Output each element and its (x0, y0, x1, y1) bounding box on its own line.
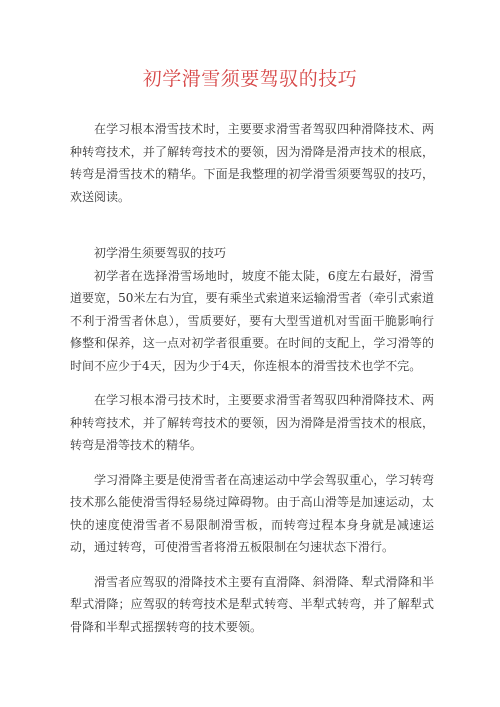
section-heading: 初学滑生须要驾驭的技巧 (94, 246, 227, 260)
document-title: 初学滑雪须要驾驭的技巧 (142, 68, 358, 90)
body-paragraph: 学习滑降主要是使滑雪者在高速运动中学会驾驭重心，学习转弯技术那么能使滑雪得轻易绕过障碍物。由于高山滑等是加速运动，太快的速度使滑雪者不易限制滑雪板，而转弯过程本身身就是减速运动，通过转弯，可使滑雪者将滑五板限制在匀速状态下滑行。 (70, 472, 434, 554)
document-body (70, 118, 434, 650)
body-paragraph: 在学习根本滑弓技术时，主要要求滑雪者驾驭四种滑降技术、两种转弯技术，并了解转弯技术的要领，因为滑降是滑雪技术的根底，转弯是滑等技术的精华。 (70, 393, 434, 452)
intro-paragraph: 在学习根本滑雪技术时，主要要求滑雪者驾驭四种滑降技术、两种转弯技术，并了解转弯技术的要领，因为滑降是滑声技术的根底，转弯是滑雪技术的精华。下面是我整理的初学滑雪须要驾驭的技巧，欢送阅读。 (70, 122, 434, 204)
body-paragraph: 初学者在选择滑雪场地时，坡度不能太陡，6度左右最好，滑雪道要宽，50米左右为宜，要有乘坐式索道来运输滑雪者（牵引式索道不利于滑雪者休息），雪质要好，要有大型雪道机对雪面干脆影响行修整和保养，这一点对初学者很重要。在时间的支配上，学习滑等的时间不应少于4天，因为少于4天，你连根本的滑雪技术也学不完。 (70, 268, 434, 373)
body-paragraph: 滑雪者应驾驭的滑降技术主要有直滑降、斜滑降、犁式滑降和半犁式滑降；应驾驭的转弯技术是犁式转弯、半犁式转弯，并了解犁式骨降和半犁式摇摆转弯的技术要领。 (70, 574, 434, 634)
